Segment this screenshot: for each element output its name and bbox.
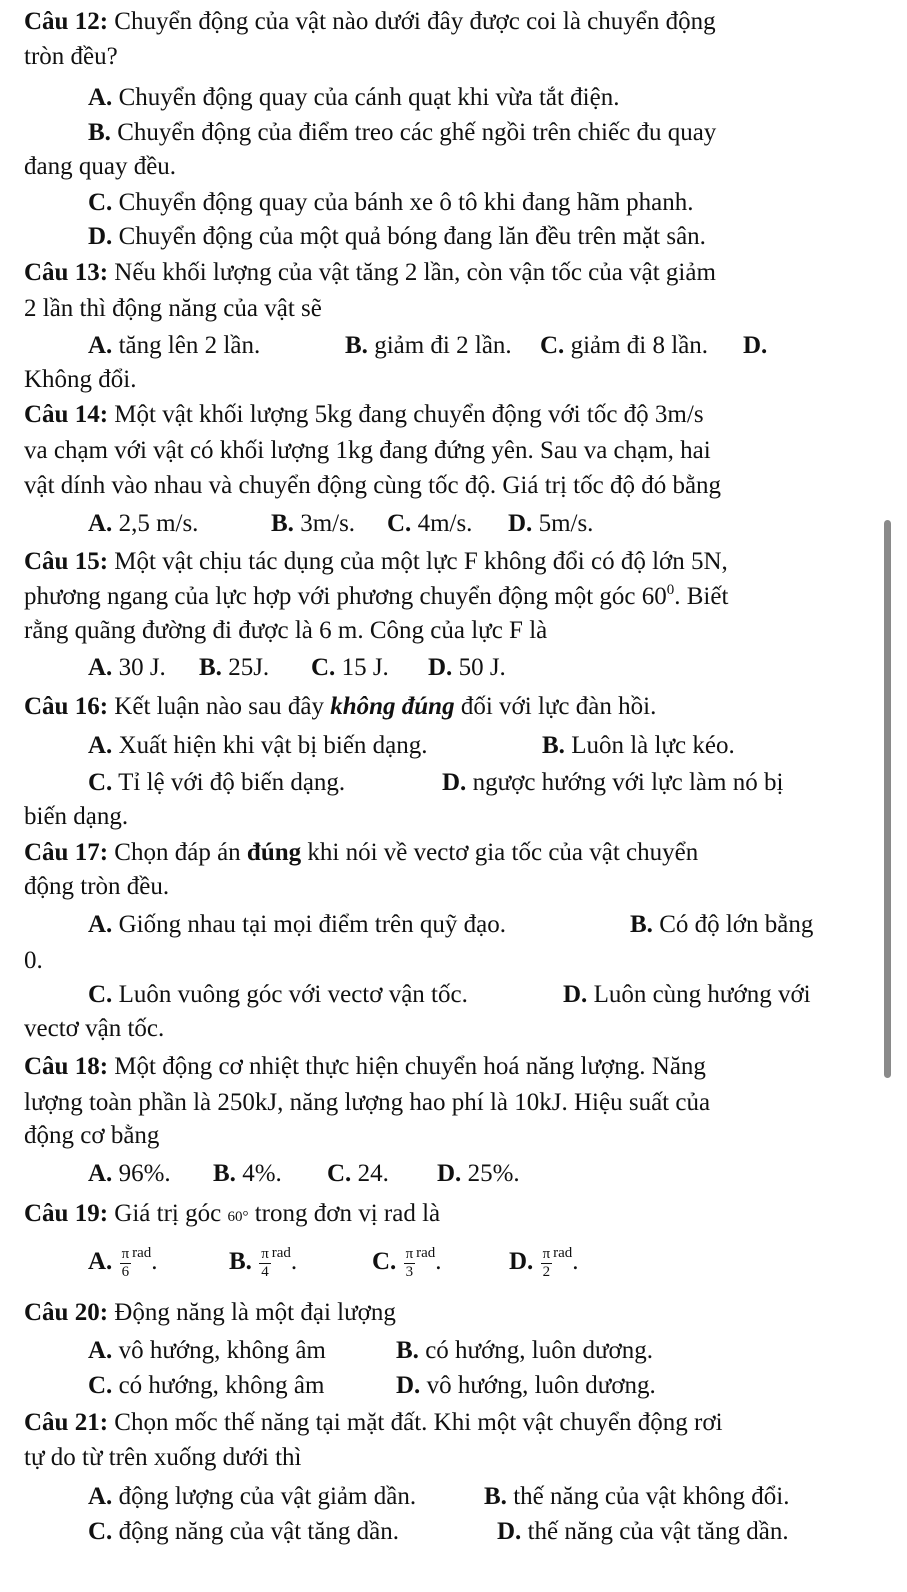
q20-option-b: B. có hướng, luôn dương. (396, 1337, 654, 1364)
q12-option-a: A. Chuyển động quay của cánh quạt khi vừa tắt điện. (88, 84, 620, 111)
q14-stem-line-3: vật dính vào nhau và chuyển động cùng tốc độ. Giá trị tốc độ đó bằng (24, 472, 722, 499)
q17-stem-line-1: Câu 17: Chọn đáp án đúng khi nói về vectơ gia tốc của vật chuyển (24, 839, 699, 866)
q18-stem-line-2: lượng toàn phần là 250kJ, năng lượng hao phí là 10kJ. Hiệu suất của (24, 1089, 711, 1116)
q16-option-a: A. Xuất hiện khi vật bị biến dạng. (88, 732, 428, 759)
q17-emphasis: đúng (246, 839, 302, 866)
q21-stem-line-1: Câu 21: Chọn mốc thế năng tại mặt đất. Khi một vật chuyển động rơi (24, 1409, 723, 1436)
q13-option-a: A. tăng lên 2 lần. (88, 332, 261, 359)
q19-option-d-fraction: $\frac{\pi}{2}$ (542, 1245, 551, 1280)
q14-stem-line-1: Câu 14: Một vật khối lượng 5kg đang chuyển động với tốc độ 3m/s (24, 401, 704, 428)
q17-option-c: C. Luôn vuông góc với vectơ vận tốc. (88, 981, 468, 1008)
q12-option-b: B. Chuyển động của điểm treo các ghế ngồi trên chiếc đu quay (88, 119, 717, 146)
q15-option-d: D. 50 J. (428, 654, 506, 681)
q13-stem-line-2: 2 lần thì động năng của vật sẽ (24, 295, 322, 322)
q18-stem-line-3: động cơ bằng (24, 1122, 160, 1149)
q21-option-b: B. thế năng của vật không đổi. (484, 1483, 790, 1510)
q12-stem-line-1: Câu 12: Chuyển động của vật nào dưới đây được coi là chuyển động (24, 8, 716, 35)
q16-stem-line-1: Câu 16: Kết luận nào sau đây không đúng đối với lực đàn hồi. (24, 693, 657, 720)
q16-label: Câu 16: (24, 693, 109, 720)
q15-stem-line-1: Câu 15: Một vật chịu tác dụng của một lực F không đổi có độ lớn 5N, (24, 548, 728, 575)
q21-label: Câu 21: (24, 1409, 109, 1436)
q13-option-d-text: Không đổi. (24, 366, 137, 393)
q16-emphasis: không đúng (330, 693, 455, 720)
q18-label: Câu 18: (24, 1053, 109, 1080)
q19-option-c-fraction: $\frac{\pi}{3}$ (405, 1245, 414, 1280)
q20-option-a: A. vô hướng, không âm (88, 1337, 326, 1364)
q17-stem-line-2: động tròn đều. (24, 873, 170, 900)
q18-option-a: A. 96%. (88, 1160, 171, 1187)
q18-option-b: B. 4%. (213, 1160, 282, 1187)
q13-option-c: C. giảm đi 8 lần. (540, 332, 709, 359)
q14-option-b: B. 3m/s. (271, 510, 356, 537)
q18-option-c: C. 24. (327, 1160, 389, 1187)
q20-label: Câu 20: (24, 1299, 109, 1326)
q13-stem-line-1: Câu 13: Nếu khối lượng của vật tăng 2 lần, còn vận tốc của vật giảm (24, 259, 716, 286)
q12-option-d: D. Chuyển động của một quả bóng đang lăn đều trên mặt sân. (88, 223, 706, 250)
q19-angle: 60° (227, 1209, 249, 1225)
q19-option-a-fraction: $\frac{\pi}{6}$ (121, 1245, 130, 1280)
next-question-cutoff (24, 1584, 884, 1592)
q20-option-c: C. có hướng, không âm (88, 1372, 325, 1399)
q15-option-a: A. 30 J. (88, 654, 166, 681)
q14-option-a: A. 2,5 m/s. (88, 510, 199, 537)
q17-option-b: B. Có độ lớn bằng (630, 911, 814, 938)
q21-option-c: C. động năng của vật tăng dần. (88, 1518, 400, 1545)
q19-option-b-fraction: $\frac{\pi}{4}$ (261, 1245, 269, 1280)
q17-option-d: D. Luôn cùng hướng với (563, 981, 811, 1008)
q15-angle: 60 (641, 583, 667, 610)
q12-option-b-cont: đang quay đều. (24, 153, 177, 180)
vertical-scrollbar[interactable] (884, 520, 891, 1078)
q13-label: Câu 13: (24, 259, 109, 286)
q19-label: Câu 19: (24, 1200, 109, 1227)
q19-stem-line-1: Câu 19: Giá trị góc 60° trong đơn vị rad là (24, 1200, 441, 1227)
q15-label: Câu 15: (24, 548, 109, 575)
q19-option-a: A. $\frac{\pi}{6}$ $^{rad}$. (88, 1245, 158, 1280)
q18-stem-line-1: Câu 18: Một động cơ nhiệt thực hiện chuyển hoá năng lượng. Năng (24, 1053, 706, 1080)
q14-label: Câu 14: (24, 401, 109, 428)
q16-option-c: C. Tỉ lệ với độ biến dạng. (88, 769, 346, 796)
q20-option-d: D. vô hướng, luôn dương. (396, 1372, 656, 1399)
q16-option-d-cont: biến dạng. (24, 803, 129, 830)
q21-stem-line-2: tự do từ trên xuống dưới thì (24, 1444, 302, 1471)
q17-label: Câu 17: (24, 839, 109, 866)
q16-option-b: B. Luôn là lực kéo. (542, 732, 735, 759)
q14-stem-line-2: va chạm với vật có khối lượng 1kg đang đứng yên. Sau va chạm, hai (24, 437, 711, 464)
q13-option-b: B. giảm đi 2 lần. (345, 332, 512, 359)
q19-option-b: B. $\frac{\pi}{4}$ $^{rad}$. (229, 1245, 298, 1280)
q15-stem-line-2: phương ngang của lực hợp với phương chuyển động một góc $60^0$. Biết (24, 582, 729, 610)
q14-option-d: D. 5m/s. (508, 510, 594, 537)
q12-stem-line-2: tròn đều? (24, 43, 118, 70)
q21-option-a: A. động lượng của vật giảm dần. (88, 1483, 417, 1510)
q13-option-d-label: D. (743, 332, 768, 359)
q15-option-c: C. 15 J. (311, 654, 389, 681)
q14-option-c: C. 4m/s. (387, 510, 473, 537)
q12-label: Câu 12: (24, 8, 109, 35)
q17-option-d-cont: vectơ vận tốc. (24, 1015, 165, 1042)
q18-option-d: D. 25%. (437, 1160, 520, 1187)
q12-option-c: C. Chuyển động quay của bánh xe ô tô khi đang hãm phanh. (88, 189, 694, 216)
q19-option-d: D. $\frac{\pi}{2}$ $^{rad}$. (509, 1245, 579, 1280)
q15-stem-line-3: rằng quãng đường đi được là 6 m. Công của lực F là (24, 617, 548, 644)
q21-option-d: D. thế năng của vật tăng dần. (497, 1518, 789, 1545)
q19-option-c: C. $\frac{\pi}{3}$ $^{rad}$. (372, 1245, 442, 1280)
q17-option-a: A. Giống nhau tại mọi điểm trên quỹ đạo. (88, 911, 506, 938)
q15-option-b: B. 25J. (199, 654, 270, 681)
q16-option-d: D. ngược hướng với lực làm nó bị (442, 769, 784, 796)
q20-stem-line-1: Câu 20: Động năng là một đại lượng (24, 1299, 396, 1326)
q17-option-b-cont: 0. (24, 947, 43, 974)
